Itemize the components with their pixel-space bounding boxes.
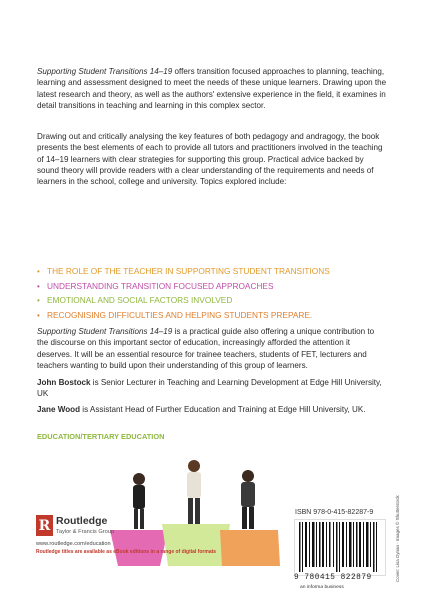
description-paragraph: Drawing out and critically analysing the key features of both pedagogy and andragogy, the book presents the best elements of each to provide all tutors and practitioners involved in the teaching of 14–19 learners with clear strategies for supporting this group. Practical advice backed by sound theory will provide readers with a clear understanding of the requirements and needs of learners in the school, college and university. Topics explored include: — [37, 132, 383, 187]
author-bio-1 — [37, 377, 387, 400]
orange-pedestal — [220, 530, 280, 566]
barcode-icon — [294, 519, 386, 576]
topic-item — [37, 310, 387, 322]
pink-pedestal — [110, 530, 168, 566]
publisher-group: Taylor & Francis Group — [56, 529, 115, 535]
barcode-number: 9 780415 822879 — [294, 574, 372, 582]
author-bio: is Senior Lecturer in Teaching and Learning Development at Edge Hill University, UK — [37, 378, 382, 399]
topic-item — [37, 295, 387, 307]
author-name: Jane Wood — [37, 405, 81, 414]
image-credit: Cover: Lisa Dynan · Images © Shutterstock — [395, 495, 400, 582]
publisher-url: www.routledge.com/education — [36, 541, 111, 547]
contribution-text: is a practical guide also offering a unique contribution to the discourse on this important sector of education, increasingly afforded the attention it deserves. It will be an essential resource for trainee teachers, students of FET, lecturers and teachers wanting to build upon their understanding of this group of learners. — [37, 327, 375, 370]
topic-label: UNDERSTANDING TRANSITION FOCUSED APPROACHES — [47, 280, 274, 291]
publisher-name: Routledge — [56, 515, 108, 527]
informa-tagline: an informa business — [300, 585, 344, 590]
person-left-icon — [133, 473, 145, 529]
topic-item — [37, 281, 387, 293]
routledge-logo-icon: R — [36, 515, 53, 536]
ebook-note: Routledge titles are available as eBook editions in a range of digital formats — [36, 549, 217, 555]
author-bio: is Assistant Head of Further Education and Training at Edge Hill University, UK. — [80, 405, 366, 414]
person-right-icon — [241, 470, 255, 529]
author-name: John Bostock — [37, 378, 91, 387]
topic-label: RECOGNISING DIFFICULTIES AND HELPING STUDENTS PREPARE. — [47, 310, 313, 321]
topics-list — [37, 266, 387, 325]
contribution-paragraph — [37, 326, 387, 371]
green-pedestal — [162, 524, 230, 566]
people-on-pedestals-illustration — [110, 446, 280, 566]
topic-label: EMOTIONAL AND SOCIAL FACTORS INVOLVED — [47, 295, 233, 306]
intro-book-title: Supporting Student Transitions 14–19 — [37, 67, 173, 76]
isbn: ISBN 978-0-415-82287-9 — [295, 509, 374, 516]
bullet-icon: • — [37, 311, 40, 321]
contribution-book-title: Supporting Student Transitions 14–19 — [37, 327, 173, 336]
bullet-icon: • — [37, 281, 40, 291]
bullet-icon: • — [37, 267, 40, 276]
topic-label: THE ROLE OF THE TEACHER IN SUPPORTING STUDENT TRANSITIONS — [47, 266, 330, 276]
author-bio-2 — [37, 404, 387, 415]
intro-text: offers transition focused approaches to planning, teaching, learning and assessment designed to meet the needs of these unique learners. Drawing upon the latest research and theory, as well as the authors' extensive experience in the field, it examines in detail transitions in teaching and learning in this complex sector. — [37, 67, 387, 110]
person-middle-icon — [187, 460, 201, 524]
topic-item — [37, 266, 387, 278]
subject-category: EDUCATION/TERTIARY EDUCATION — [37, 432, 165, 441]
bullet-icon: • — [37, 296, 40, 306]
intro-paragraph — [37, 66, 387, 111]
